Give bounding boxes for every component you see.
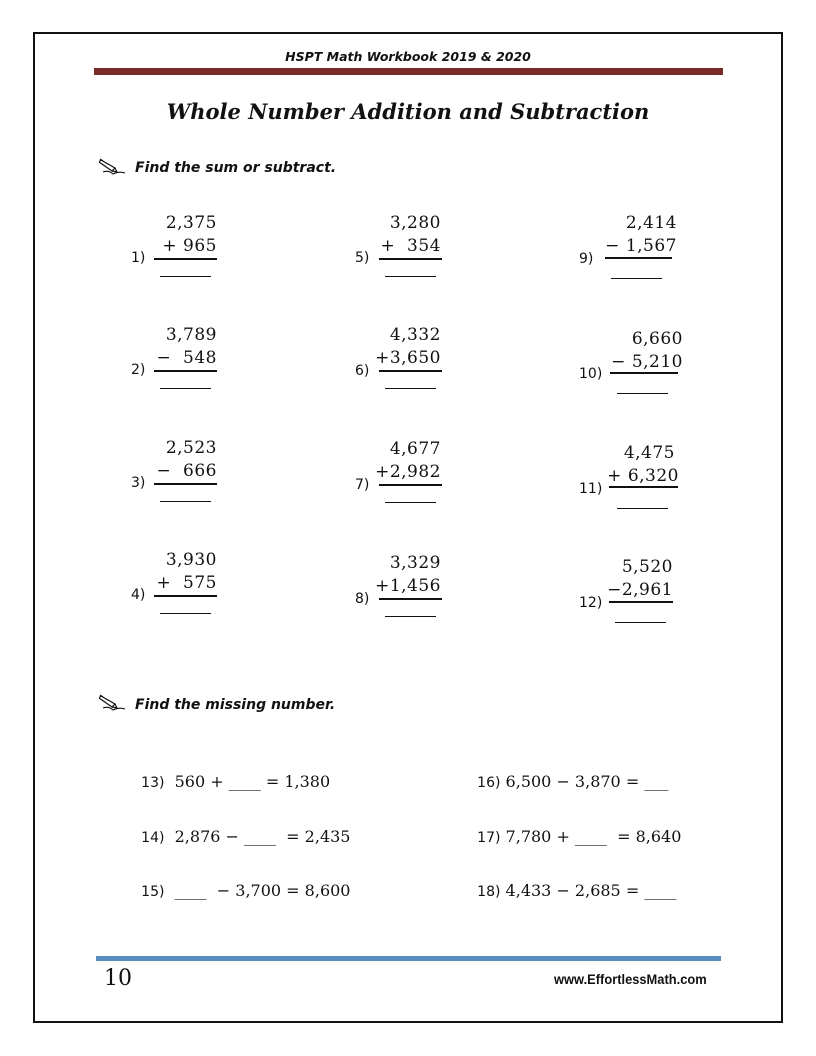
problem-2: [131, 325, 271, 415]
answer-blank: [611, 278, 662, 279]
sum-bar: [379, 258, 442, 260]
answer-blank: [385, 502, 436, 503]
problem-7: [355, 439, 495, 529]
pencil-writing-icon: [99, 692, 127, 712]
problem-label: 2): [131, 362, 146, 378]
problem-top-number: 2,523: [165, 438, 217, 458]
sum-bar: [605, 257, 672, 259]
problem-bottom-number: + 354: [380, 236, 441, 256]
answer-blank: [160, 388, 211, 389]
problem-bottom-number: − 5,210: [611, 352, 683, 372]
problem-bottom-number: + 575: [156, 573, 217, 593]
problem-label: 11): [579, 481, 603, 497]
equation-text: 7,780 + ____ = 8,640: [505, 827, 682, 846]
page-number: 10: [104, 966, 132, 991]
equation-text: ____ − 3,700 = 8,600: [174, 881, 351, 900]
answer-blank: [160, 276, 211, 277]
equation-text: 6,500 − 3,870 = ___: [505, 772, 669, 791]
problem-top-number: 2,375: [165, 213, 217, 233]
sum-bar: [609, 486, 678, 488]
problem-6: [355, 325, 495, 415]
sum-bar: [609, 601, 673, 603]
problem-top-number: 2,414: [625, 213, 677, 233]
problem-11: [579, 441, 719, 531]
problem-1: [131, 213, 271, 303]
problem-label: 7): [355, 477, 370, 493]
problem-label: 4): [131, 587, 146, 603]
header-book-title: HSPT Math Workbook 2019 & 2020: [285, 49, 531, 64]
answer-blank: [160, 613, 211, 614]
footer-rule: [96, 956, 721, 961]
problem-top-number: 3,329: [389, 553, 441, 573]
equation-label: 14): [141, 830, 165, 846]
problem-top-number: 3,789: [165, 325, 217, 345]
problem-3: [131, 438, 271, 528]
problem-label: 5): [355, 250, 370, 266]
equation-label: 16): [477, 775, 501, 791]
problem-bottom-number: − 666: [156, 461, 217, 481]
problem-label: 10): [579, 366, 603, 382]
answer-blank: [617, 508, 668, 509]
answer-blank: [615, 622, 666, 623]
equation-label: 15): [141, 884, 165, 900]
problem-bottom-number: +3,650: [375, 348, 441, 368]
equation-label: 13): [141, 775, 165, 791]
problem-top-number: 3,280: [389, 213, 441, 233]
sum-bar: [379, 598, 442, 600]
problem-bottom-number: + 6,320: [607, 466, 679, 486]
answer-blank: [385, 388, 436, 389]
equation-text: 2,876 − ____ = 2,435: [174, 827, 351, 846]
problem-bottom-number: − 548: [156, 348, 217, 368]
problem-top-number: 5,520: [621, 557, 673, 577]
equation-14: [131, 808, 350, 846]
website-link[interactable]: www.EffortlessMath.com: [554, 971, 707, 987]
problem-label: 9): [579, 251, 594, 267]
answer-blank: [385, 616, 436, 617]
sum-bar: [154, 483, 217, 485]
equation-18: [467, 862, 676, 900]
problem-bottom-number: +2,982: [375, 462, 441, 482]
equation-label: 17): [477, 830, 501, 846]
sum-bar: [610, 372, 678, 374]
page-title: Whole Number Addition and Subtraction: [166, 99, 650, 124]
pencil-writing-icon: [99, 156, 127, 176]
equation-text: 4,433 − 2,685 = ____: [505, 881, 677, 900]
problem-12: [579, 557, 719, 647]
answer-blank: [160, 501, 211, 502]
problem-top-number: 4,475: [623, 443, 675, 463]
sum-bar: [379, 484, 442, 486]
answer-blank: [617, 393, 668, 394]
sum-bar: [379, 370, 442, 372]
sum-bar: [154, 258, 217, 260]
problem-10: [579, 327, 719, 417]
problem-top-number: 4,677: [389, 439, 441, 459]
problem-8: [355, 553, 495, 643]
problem-top-number: 4,332: [389, 325, 441, 345]
problem-bottom-number: −2,961: [607, 580, 673, 600]
problem-9: [579, 213, 719, 303]
problem-top-number: 6,660: [631, 329, 683, 349]
problem-top-number: 3,930: [165, 550, 217, 570]
problem-label: 3): [131, 475, 146, 491]
problem-label: 6): [355, 363, 370, 379]
header-rule: [94, 68, 723, 75]
problem-bottom-number: +1,456: [375, 576, 441, 596]
sum-bar: [154, 595, 217, 597]
equation-15: [131, 862, 350, 900]
problem-5: [355, 213, 495, 303]
sum-bar: [154, 370, 217, 372]
answer-blank: [385, 276, 436, 277]
missing-instruction: Find the missing number.: [135, 697, 336, 713]
problem-bottom-number: + 965: [162, 236, 217, 256]
problem-4: [131, 550, 271, 640]
sum-instruction: Find the sum or subtract.: [135, 160, 337, 176]
equation-label: 18): [477, 884, 501, 900]
problem-label: 8): [355, 591, 370, 607]
problem-label: 1): [131, 250, 146, 266]
equation-text: 560 + ____ = 1,380: [174, 772, 331, 791]
problem-bottom-number: − 1,567: [605, 236, 677, 256]
equation-16: [467, 753, 668, 791]
problem-label: 12): [579, 595, 603, 611]
equation-17: [467, 808, 681, 846]
equation-13: [131, 753, 330, 791]
